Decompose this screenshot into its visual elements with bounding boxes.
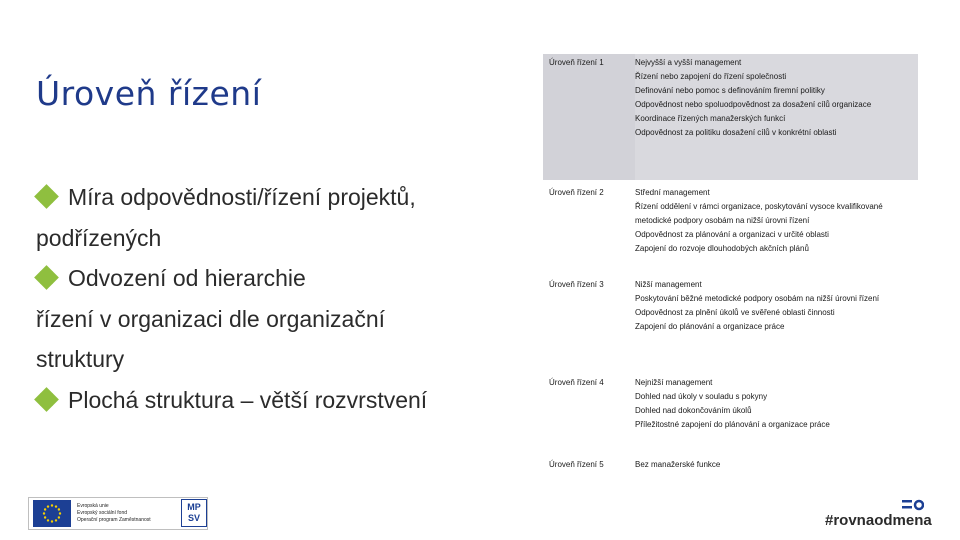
eu-logo-line: Operační program Zaměstnanost: [77, 517, 151, 523]
mpsv-logo-line: MP: [187, 502, 201, 512]
level-desc-line: Odpovědnost za plánování a organizaci v určité oblasti: [635, 230, 829, 239]
level-description: [635, 184, 918, 272]
level-desc-line: Odpovědnost nebo spoluodpovědnost za dosažení cílů organizace: [635, 100, 872, 109]
level-desc-line: Nejnižší management: [635, 378, 713, 387]
level-desc-line: Řízení oddělení v rámci organizace, poskytování vysoce kvalifikované metodické podpory osobám na nižší úrovni řízení: [635, 202, 883, 225]
level-row-4: [543, 374, 918, 452]
level-desc-line: Definování nebo pomoc s definováním firemní politiky: [635, 86, 825, 95]
level-desc-line: Řízení nebo zapojení do řízení společnosti: [635, 72, 787, 81]
diamond-cluster-icon: [36, 389, 58, 411]
eu-logo-text: [77, 503, 151, 524]
slide-title: Úroveň řízení: [36, 74, 262, 113]
bullet-text-continued: podřízených: [36, 224, 162, 251]
level-name: Úroveň řízení 5: [543, 456, 635, 482]
level-name: Úroveň řízení 4: [543, 374, 635, 452]
eu-logo-line: Evropská unie: [77, 503, 109, 509]
level-name: Úroveň řízení 1: [543, 54, 635, 180]
bullet-list: [36, 177, 506, 420]
mpsv-logo-line: SV: [187, 513, 200, 523]
level-desc-line: Zapojení do rozvoje dlouhodobých akčních plánů: [635, 244, 809, 253]
level-desc-line: Dohled nad úkoly v souladu s pokyny: [635, 392, 768, 401]
level-row-1: [543, 54, 918, 180]
bullet-text-continued: struktury: [36, 346, 125, 372]
campaign-hashtag: #rovnaodmena: [825, 512, 932, 529]
level-description: [635, 54, 918, 180]
bullet-text-continued: řízení v organizaci dle organizační: [36, 305, 386, 332]
eu-logo-line: Evropský sociální fond: [77, 510, 128, 516]
level-desc-line: Koordinace řízených manažerských funkcí: [635, 114, 786, 123]
level-desc-line: Poskytování běžné metodické podpory osobám na nižší úrovni řízení: [635, 294, 880, 303]
level-desc-line: Zapojení do plánování a organizace práce: [635, 322, 785, 331]
bullet-text: Plochá struktura – větší rozvrstvení: [68, 386, 428, 413]
level-row-3: [543, 276, 918, 370]
level-desc-line: Odpovědnost za plnění úkolů ve svěřené oblasti činnosti: [635, 308, 835, 317]
diamond-cluster-icon: [36, 267, 58, 289]
management-levels-table: [543, 54, 918, 486]
level-desc-line: Střední management: [635, 188, 710, 197]
level-name: Úroveň řízení 3: [543, 276, 635, 370]
bullet-text: Odvození od hierarchie: [68, 265, 306, 291]
level-name: Úroveň řízení 2: [543, 184, 635, 272]
level-desc-line: Nižší management: [635, 280, 702, 289]
mpsv-logo: [181, 499, 207, 527]
bullet-text: Míra odpovědnosti/řízení projektů,: [68, 184, 416, 210]
eu-flag-icon: [33, 500, 71, 527]
level-description: [635, 276, 918, 370]
level-desc-line: Příležitostné zapojení do plánování a organizace práce: [635, 420, 830, 429]
level-row-5: [543, 456, 918, 482]
level-desc-line: Nejvyšší a vyšší management: [635, 58, 742, 67]
level-desc-line: Bez manažerské funkce: [635, 460, 721, 469]
equals-circle-logo-icon: [902, 498, 924, 512]
diamond-cluster-icon: [36, 186, 58, 208]
bullet-item: [36, 258, 506, 299]
level-desc-line: Odpovědnost za politiku dosažení cílů v konkrétní oblasti: [635, 128, 837, 137]
level-row-2: [543, 184, 918, 272]
bullet-item: [36, 177, 506, 218]
level-description: [635, 374, 918, 452]
level-description: [635, 456, 918, 482]
level-desc-line: Dohled nad dokončováním úkolů: [635, 406, 752, 415]
bullet-item: [36, 380, 506, 421]
